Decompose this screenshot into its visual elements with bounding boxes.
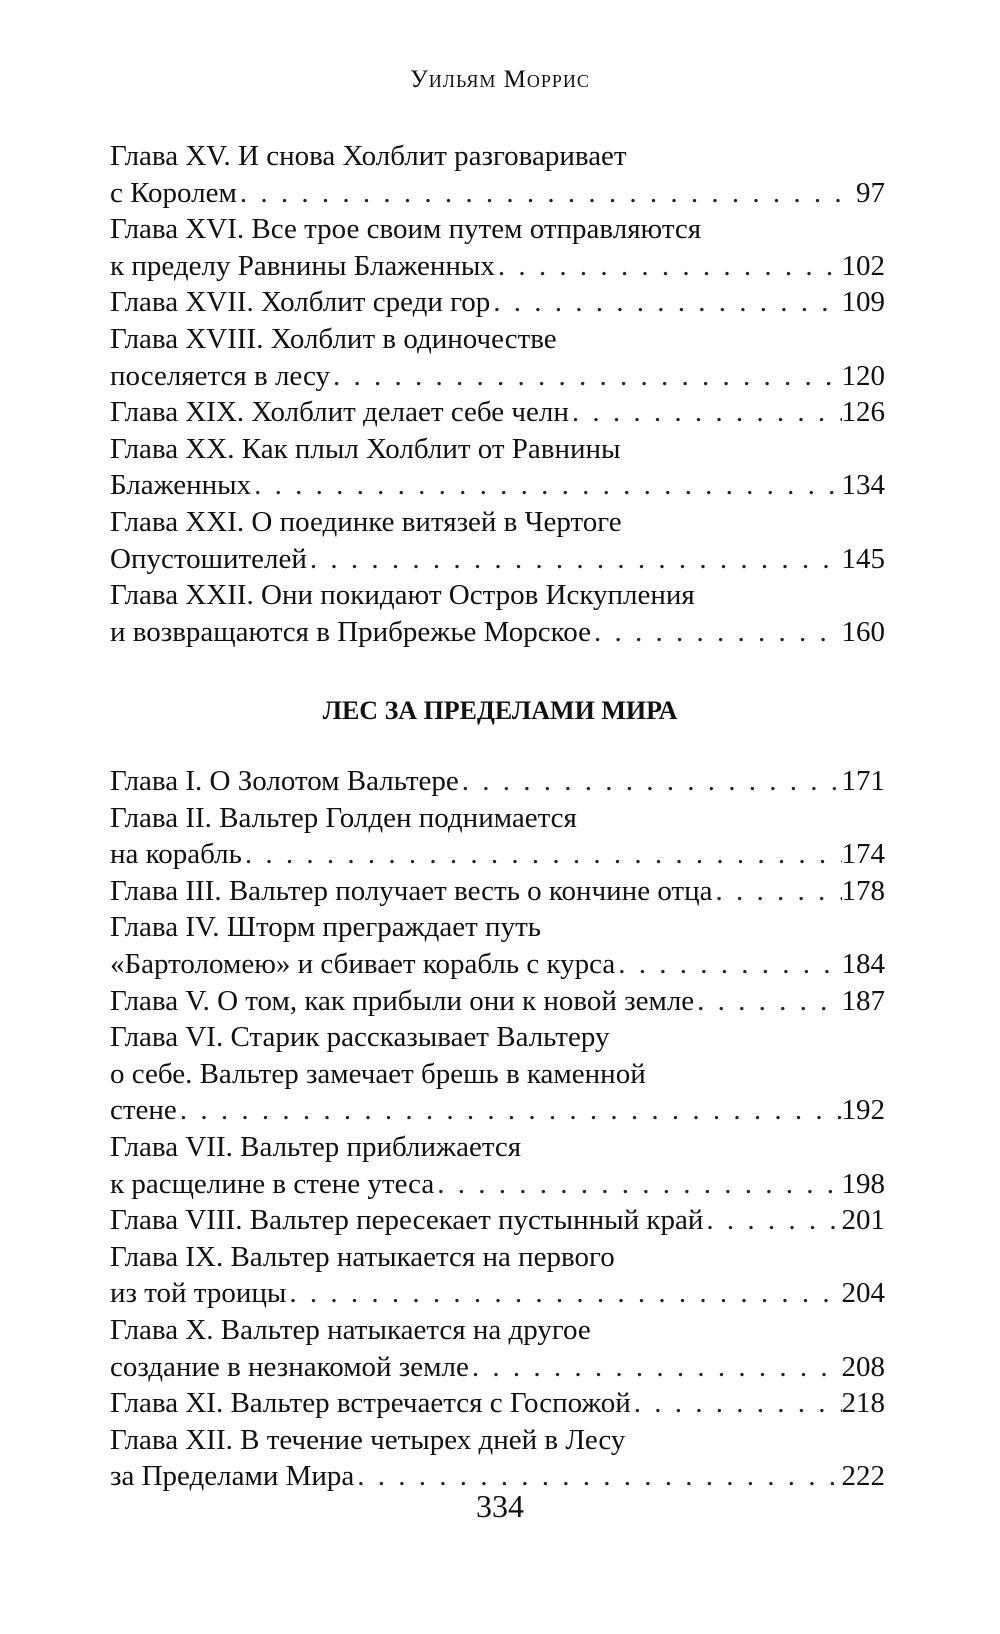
toc-entry[interactable]: [110, 1239, 885, 1312]
toc-page-number: 198: [841, 1167, 885, 1200]
toc-page-number: 218: [841, 1387, 885, 1420]
toc-entry-final-line: [110, 284, 885, 321]
running-head: Уильям Моррис: [410, 66, 590, 93]
toc-entry-final-line: [110, 983, 885, 1020]
dot-leader: [569, 394, 842, 431]
dot-leader: [434, 1166, 841, 1203]
dot-leader: [251, 467, 841, 504]
toc-page-number: 184: [841, 947, 885, 980]
dot-leader: [177, 1092, 842, 1129]
dot-leader: [307, 541, 842, 578]
dot-leader: [694, 983, 841, 1020]
toc-entry-final-line: [110, 873, 885, 910]
toc-page-number: 102: [841, 249, 885, 282]
toc-entry[interactable]: [110, 211, 885, 284]
toc-entry-final-line: [110, 175, 885, 212]
dot-leader: [703, 1202, 841, 1239]
toc-entry-title: Глава XIX. Холблит делает себе челн: [110, 396, 569, 429]
toc-entry[interactable]: [110, 1312, 885, 1385]
toc-page-number: 208: [841, 1350, 885, 1383]
toc-entry-final-line: [110, 1349, 885, 1386]
toc-entry-line: Глава XXI. О поединке витязей в Чертоге: [110, 505, 622, 538]
toc-entry-title: Глава XVII. Холблит среди гор: [110, 286, 491, 319]
toc-entry[interactable]: [110, 504, 885, 577]
toc-entry-line: Глава VII. Вальтер приближается: [110, 1130, 522, 1163]
toc-entry-final-line: [110, 836, 885, 873]
toc-entry-final-line: [110, 763, 885, 800]
toc-page-number: 201: [841, 1204, 885, 1237]
toc-page-number: 171: [841, 765, 885, 797]
dot-leader: [591, 614, 842, 651]
toc-entry-title: стене: [110, 1094, 177, 1127]
toc-entry[interactable]: [110, 909, 885, 982]
toc-entry-line: Глава II. Вальтер Голден поднимается: [110, 801, 577, 834]
toc-page-number: 109: [841, 286, 885, 319]
toc-entry[interactable]: [110, 138, 885, 211]
toc-entry-title: за Пределами Мира: [110, 1460, 355, 1493]
dot-leader: [286, 1275, 841, 1312]
toc-entry-final-line: [110, 394, 885, 431]
toc-page-number: 145: [841, 542, 885, 575]
toc-entry-title: Глава V. О том, как прибыли они к новой земле: [110, 984, 695, 1017]
section-title: ЛЕС ЗА ПРЕДЕЛАМИ МИРА: [322, 696, 678, 725]
toc-list-part1: [110, 138, 885, 650]
toc-entry-final-line: [110, 1166, 885, 1203]
dot-leader: [490, 284, 841, 321]
toc-list-part2: [110, 763, 885, 1495]
toc-entry-final-line: [110, 1092, 885, 1129]
toc-page-number: 192: [841, 1094, 885, 1127]
dot-leader: [237, 175, 856, 212]
toc-entry-line: Глава IV. Шторм преграждает путь: [110, 911, 541, 944]
toc-entry-line: Глава XXII. Они покидают Остров Искупления: [110, 579, 695, 612]
toc-page-number: 97: [856, 176, 885, 209]
toc-entry-final-line: [110, 946, 885, 983]
toc-entry[interactable]: [110, 284, 885, 321]
toc-entry-title: Глава XI. Вальтер встречается с Госпожой: [110, 1387, 631, 1420]
dot-leader: [469, 1349, 842, 1386]
toc-entry[interactable]: [110, 577, 885, 650]
toc-entry-title: Блаженных: [110, 469, 252, 502]
toc-entry-line: Глава XV. И снова Холблит разговаривает: [110, 140, 627, 172]
toc-entry[interactable]: [110, 321, 885, 394]
toc-entry-line: Глава VI. Старик рассказывает Вальтеру: [110, 1021, 610, 1054]
toc-entry[interactable]: [110, 1422, 885, 1495]
toc-entry-final-line: [110, 248, 885, 285]
toc-entry-line: Глава X. Вальтер натыкается на другое: [110, 1313, 591, 1346]
toc-entry-line: Глава XX. Как плыл Холблит от Равнины: [110, 432, 621, 465]
toc-entry[interactable]: [110, 431, 885, 504]
toc-entry-final-line: [110, 614, 885, 651]
toc-page-number: 120: [841, 359, 885, 392]
toc-page-number: 178: [841, 874, 885, 907]
toc-entry[interactable]: [110, 1202, 885, 1239]
toc-entry-title: Опустошителей: [110, 542, 307, 575]
toc-page-number: 134: [841, 469, 885, 502]
dot-leader: [713, 873, 842, 910]
toc-entry-line: Глава XVIII. Холблит в одиночестве: [110, 322, 557, 355]
toc-page-number: 126: [841, 396, 885, 429]
toc-page-number: 187: [841, 984, 885, 1017]
toc-entry-line: о себе. Вальтер замечает брешь в каменной: [110, 1057, 646, 1090]
toc-entry-title: на корабль: [110, 838, 242, 871]
toc-page-number: 204: [841, 1277, 885, 1310]
toc-entry-title: создание в незнакомой земле: [110, 1350, 469, 1383]
toc-entry[interactable]: [110, 1019, 885, 1129]
toc-entry-final-line: [110, 358, 885, 395]
dot-leader: [330, 358, 841, 395]
toc-entry-final-line: [110, 1275, 885, 1312]
toc-entry[interactable]: [110, 873, 885, 910]
toc-entry-line: Глава XVI. Все трое своим путем отправляются: [110, 213, 702, 246]
dot-leader: [615, 946, 841, 983]
toc-entry-final-line: [110, 1385, 885, 1422]
toc-entry-title: с Королем: [110, 176, 237, 209]
toc-page-number: 222: [841, 1460, 885, 1493]
toc-entry-title: из той троицы: [110, 1277, 287, 1310]
toc-page-number: 160: [841, 615, 885, 648]
dot-leader: [495, 248, 842, 285]
toc-entry-line: Глава XII. В течение четырех дней в Лесу: [110, 1423, 626, 1456]
toc-entry-title: Глава I. О Золотом Вальтере: [110, 765, 459, 797]
toc-entry[interactable]: [110, 983, 885, 1020]
toc-entry[interactable]: [110, 763, 885, 800]
toc-entry-title: поселяется в лесу: [110, 359, 331, 392]
toc-entry-title: к пределу Равнины Блаженных: [110, 249, 495, 282]
toc-entry-title: к расщелине в стене утеса: [110, 1167, 435, 1200]
toc-entry-final-line: [110, 467, 885, 504]
toc-entry-line: Глава IX. Вальтер натыкается на первого: [110, 1240, 615, 1273]
toc-entry[interactable]: [110, 800, 885, 873]
dot-leader: [242, 836, 842, 873]
toc-entry-title: и возвращаются в Прибрежье Морское: [110, 615, 591, 648]
toc-entry-title: Глава III. Вальтер получает весть о кончине отца: [110, 874, 713, 907]
toc-entry-title: Глава VIII. Вальтер пересекает пустынный край: [110, 1204, 704, 1237]
toc-page-number: 174: [841, 838, 885, 871]
toc-entry-title: «Бартоломею» и сбивает корабль с курса: [110, 947, 616, 980]
toc-entry-final-line: [110, 541, 885, 578]
toc-entry-final-line: [110, 1202, 885, 1239]
toc-entry[interactable]: [110, 1385, 885, 1422]
dot-leader: [459, 763, 842, 800]
toc-entry[interactable]: [110, 1129, 885, 1202]
page-number: 334: [476, 1488, 524, 1524]
toc-entry[interactable]: [110, 394, 885, 431]
dot-leader: [631, 1385, 842, 1422]
